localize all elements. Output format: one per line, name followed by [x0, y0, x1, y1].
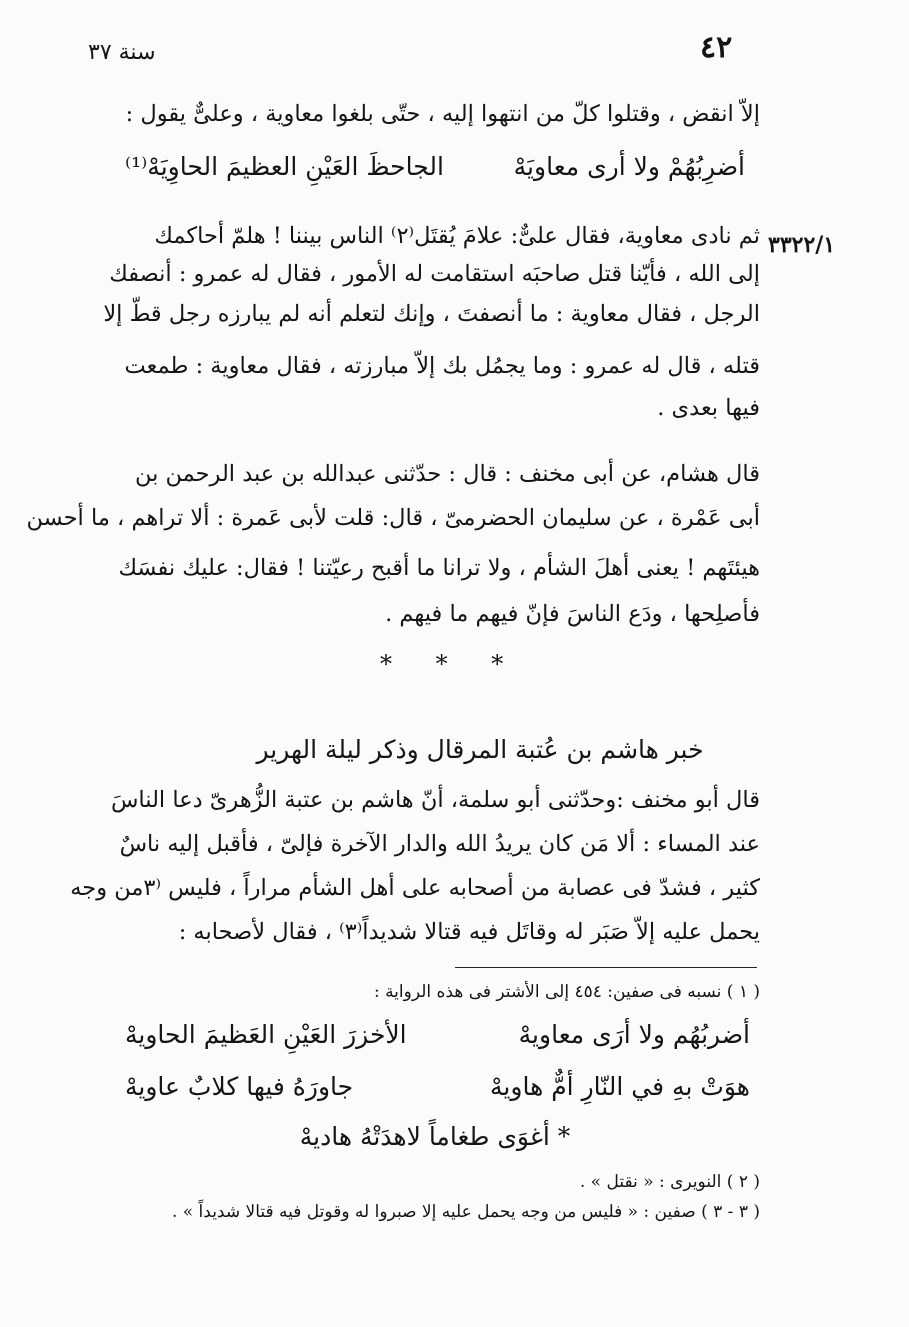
paragraph-line: قتله ، قال له عمرو : وما يجمُل بك إلاّ مبارزته ، فقال معاوية : طمعت: [124, 353, 760, 379]
verse-hemistich-left: الجاحظَ العَيْنِ العظيمَ الحاوِيَهْ⁽¹⁾: [125, 152, 444, 181]
paragraph-line: عند المساء : ألا مَن كان يريدُ الله والدار الآخرة فإلىّ ، فأقبل إليه ناسٌ: [119, 831, 760, 857]
paragraph-line: إلى الله ، فأيّنا قتل صاحبَه استقامت له الأمور ، فقال له عمرو : أنصفك: [109, 261, 760, 287]
paragraph-line: إلاّ انقض ، وقتلوا كلّ من انتهوا إليه ، حتّى بلغوا معاوية ، وعلىٌّ يقول :: [125, 101, 760, 127]
paragraph-line: فيها بعدى .: [657, 395, 760, 421]
year-header: سنة ٣٧: [88, 40, 156, 65]
paragraph-line: يحمل عليه إلاّ صَبَر له وقاتَل فيه قتالا شديداً⁽٣⁾ ، فقال لأصحابه :: [178, 919, 760, 945]
paragraph-line: هيئتَهم ! يعنى أهلَ الشأم ، ولا ترانا ما أقبح رعيّتنا ! فقال: عليك نفسَك: [118, 555, 760, 581]
paragraph-line: ثم نادى معاوية، فقال علىٌّ: علامَ يُقتَل⁽٢⁾ الناس بيننا ! هلمّ أحاكمك: [154, 223, 760, 249]
paragraph-line: كثير ، فشدّ فى عصابة من أصحابه على أهل الشأم مراراً ، فليس ⁽٣من وجه: [70, 875, 760, 901]
paragraph-line: قال أبو مخنف :وحدّثنى أبو سلمة، أنّ هاشم بن عتبة الزُّهرىّ دعا الناسَ: [110, 787, 760, 813]
paragraph-line: أبى عَمْرة ، عن سليمان الحضرمىّ ، قال: قلت لأبى عَمرة : ألا تراهم ، ما أحسن: [26, 505, 760, 531]
footnote-3: ( ٣ - ٣ ) صفين : « فليس من وجه يحمل عليه إلا صبروا له وقوتل فيه قتالا شديداً » .: [171, 1202, 760, 1222]
footnote-verse-line: * أغوَى طغاماً لاهدَتْهُ هاديهْ: [299, 1122, 571, 1151]
verse-hemistich-right: هوَتْ بهِ في النّارِ أمٌّ هاويهْ: [490, 1072, 750, 1101]
footnote-rule: [455, 967, 757, 968]
footnote-2: ( ٢ ) النويرى : « نقتل » .: [579, 1172, 760, 1192]
verse-line: [125, 152, 745, 181]
verse-hemistich-left: جاورَهُ فيها كلابٌ عاويهْ: [125, 1072, 354, 1101]
margin-reference-number: ٣٣٢٢/١: [768, 232, 836, 258]
section-separator: * * *: [380, 650, 522, 678]
footnote-verse-line: [125, 1020, 750, 1049]
paragraph-line: الرجل ، فقال معاوية : ما أنصفتَ ، وإنك لتعلم أنه لم يبارزه رجل قطّ إلا: [103, 301, 760, 327]
paragraph-line: قال هشام، عن أبى مخنف : قال : حدّثنى عبدالله بن عبد الرحمن بن: [134, 461, 760, 487]
verse-hemistich-right: أضربُهُم ولا أرَى معاويهْ: [518, 1020, 750, 1049]
paragraph-line: فأصلِحها ، ودَع الناسَ فإنّ فيهم ما فيهم .: [385, 601, 760, 627]
footnote-1: ( ١ ) نسبه فى صفين: ٤٥٤ إلى الأشتر فى هذه الرواية :: [373, 982, 760, 1002]
verse-hemistich-right: أضرِبُهُمْ ولا أرى معاويَهْ: [513, 152, 745, 181]
section-title: خبر هاشم بن عُتبة المرقال وذكر ليلة الهرير: [256, 735, 704, 764]
footnote-verse-line: [125, 1072, 750, 1101]
page-number: ٤٢: [700, 30, 733, 65]
verse-hemistich-left: الأخزرَ العَيْنِ العَظيمَ الحاويهْ: [125, 1020, 407, 1049]
